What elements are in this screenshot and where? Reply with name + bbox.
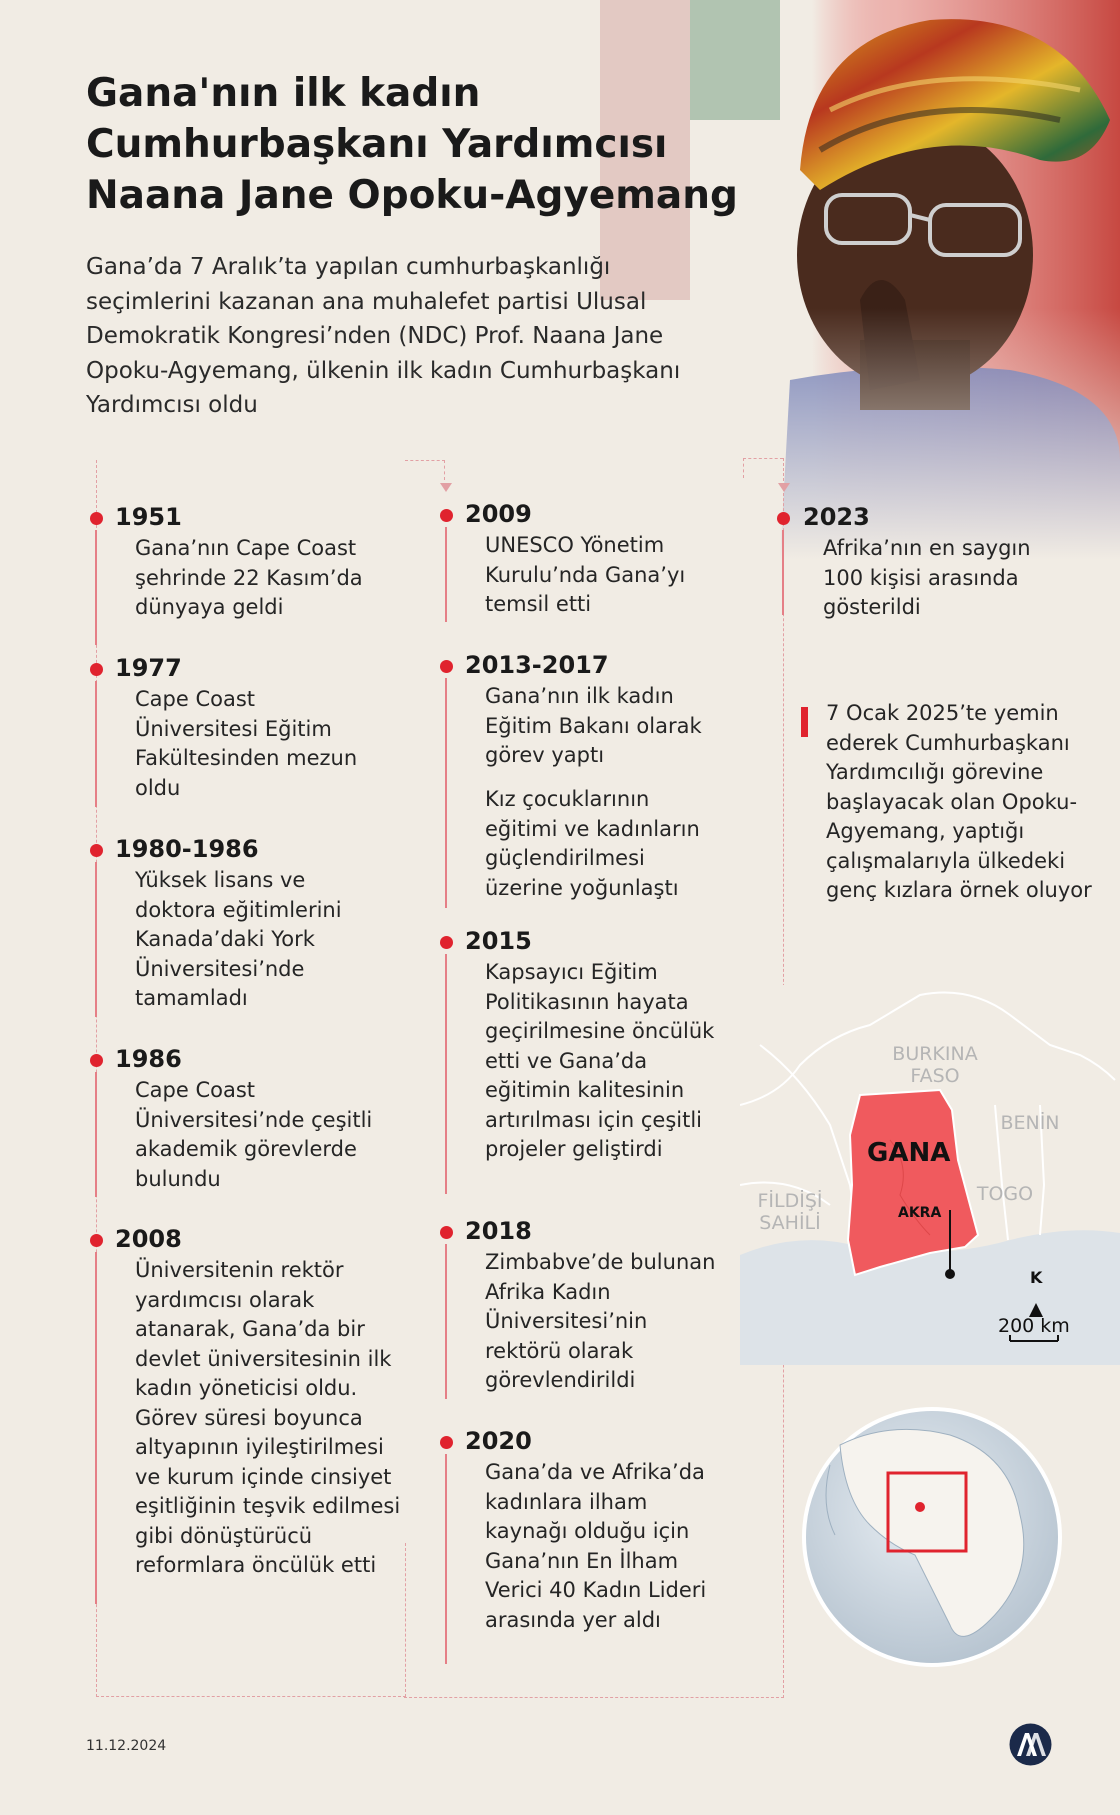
timeline-text: Üniversitenin rektör yardımcısı olarak atanarak, Gana’da bir devlet üniversitesinin ilk kadın yöneticisi oldu. Görev süresi boyunca altyapının iyileştirilmesi ve kurum içinde cinsiyet eşitliğinin teşvik edilmesi gibi dönüştürücü reformlara öncülük etti [135,1258,401,1577]
timeline-line [445,1454,447,1664]
timeline-dot [440,509,453,522]
map-label-akra: AKRA [898,1205,942,1221]
timeline-dot [440,936,453,949]
title-line-2: Cumhurbaşkanı Yardımcısı [86,122,668,167]
timeline-dot [90,1234,103,1247]
timeline-line [95,1072,97,1197]
timeline-text: Cape Coast Üniversitesi Eğitim Fakültesinden mezun oldu [135,687,358,800]
title-line-3: Naana Jane Opoku-Agyemang [86,173,738,218]
arrow-col2 [440,483,452,492]
timeline-text-extra: Kız çocuklarının eğitimi ve kadınların güçlendirilmesi üzerine yoğunlaştı [485,787,700,900]
ghana-map [740,985,1120,1365]
timeline-dot [90,512,103,525]
timeline-text: Kapsayıcı Eğitim Politikasının hayata geçirilmesine öncülük etti ve Gana’da eğitimin kalitesinin artırılması için çeşitli projeler geliştirdi [485,960,715,1161]
map-label-benin: BENİN [1000,1112,1060,1134]
timeline-line [445,678,447,908]
timeline-year: 1951 [115,503,182,531]
timeline-year: 2023 [803,503,870,531]
map-label-gana: GANA [867,1138,951,1168]
timeline-dot [90,1054,103,1067]
intro-paragraph: Gana’da 7 Aralık’ta yapılan cumhurbaşkanlığı seçimlerini kazanan ana muhalefet partisi Ulusal Demokratik Kongresi’nden (NDC) Prof. Naana Jane Opoku-Agyemang, ülkenin ilk kadın Cumhurbaşkanı Yardımcısı oldu [86,254,681,418]
map-label-fildisi: FİLDİŞİ SAHİLİ [757,1190,823,1234]
timeline-text: Yüksek lisans ve doktora eğitimlerini Kanada’daki York Üniversitesi’nde tamamladı [135,868,342,1010]
timeline-dot [440,660,453,673]
timeline-year: 1980-1986 [115,835,259,863]
map-graphic [740,985,1120,1365]
note-accent-bar [801,707,808,737]
timeline-dot [440,1436,453,1449]
title-line-1: Gana'nın ilk kadın [86,71,481,116]
timeline-text: Cape Coast Üniversitesi’nde çeşitli akademik görevlerde bulundu [135,1078,373,1191]
timeline-line [445,527,447,622]
timeline-year: 1986 [115,1045,182,1073]
arrow-col3 [778,483,790,492]
timeline-text: Gana’da ve Afrika’da kadınlara ilham kaynağı olduğu için Gana’nın En İlham Verici 40 Kadın Lideri arasında yer aldı [485,1460,707,1632]
timeline-line [445,954,447,1194]
timeline-dot [90,663,103,676]
timeline-line [95,681,97,807]
timeline-text: Gana’nın Cape Coast şehrinde 22 Kasım’da dünyaya geldi [135,536,363,619]
timeline-year: 2008 [115,1225,182,1253]
timeline-line [95,862,97,1017]
connector-col3-top [743,458,783,478]
map-label-togo: TOGO [976,1183,1034,1205]
timeline-year: 2018 [465,1217,532,1245]
timeline-dot [90,844,103,857]
timeline-year: 2013-2017 [465,651,609,679]
timeline-year: 1977 [115,654,182,682]
timeline-year: 2015 [465,927,532,955]
timeline-dot [440,1226,453,1239]
page-title [86,68,786,221]
timeline-text: Afrika’nın en saygın 100 kişisi arasında gösterildi [823,536,1031,619]
timeline-year: 2009 [465,500,532,528]
timeline-line [95,1252,97,1604]
ghana-locator-dot [915,1502,925,1512]
timeline-line [445,1244,447,1399]
timeline-text: Zimbabve’de bulunan Afrika Kadın Üniversitesi’nin rektörü olarak görevlendirildi [485,1250,716,1392]
map-scale-label: 200 km [998,1315,1070,1337]
map-label-burkina: BURKINA FASO [892,1043,978,1087]
timeline-dot [777,512,790,525]
timeline-line [782,530,784,615]
timeline-text: UNESCO Yönetim Kurulu’nda Gana’yı temsil etti [485,533,686,616]
map-north-label: K [1030,1268,1043,1287]
timeline-line [95,530,97,645]
timeline-year: 2020 [465,1427,532,1455]
publish-date: 11.12.2024 [86,1738,167,1754]
globe-inset [800,1405,1065,1670]
aa-logo-icon [1008,1722,1053,1767]
closing-note: 7 Ocak 2025’te yemin ederek Cumhurbaşkanı Yardımcılığı görevine başlayacak olan Opoku-Agyemang, yaptığı çalışmalarıyla ülkedeki genç kızlara örnek oluyor [826,701,1092,902]
timeline-text: Gana’nın ilk kadın Eğitim Bakanı olarak görev yaptı [485,684,702,767]
akra-marker [945,1269,955,1279]
